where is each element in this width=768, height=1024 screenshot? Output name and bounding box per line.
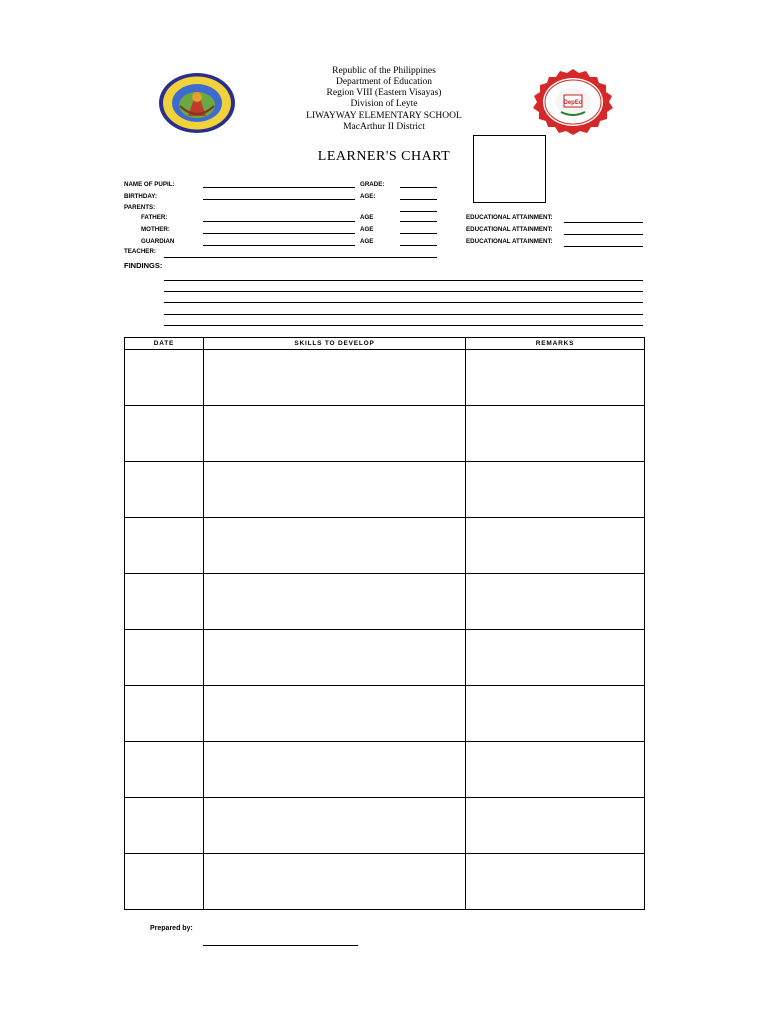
birthday-field[interactable] (203, 199, 355, 200)
remarks-cell[interactable] (466, 630, 645, 686)
findings-label: FINDINGS: (124, 261, 163, 270)
skills-cell[interactable] (204, 406, 466, 462)
guardian-edu-label: EDUCATIONAL ATTAINMENT: (466, 238, 553, 245)
deped-badge-text: DepEd (563, 100, 583, 106)
mother-edu-label: EDUCATIONAL ATTAINMENT: (466, 226, 553, 233)
remarks-cell[interactable] (466, 518, 645, 574)
remarks-cell[interactable] (466, 462, 645, 518)
date-cell[interactable] (125, 686, 204, 742)
guardian-field[interactable] (203, 245, 355, 246)
findings-line-4[interactable] (164, 314, 643, 315)
father-edu-label: EDUCATIONAL ATTAINMENT: (466, 214, 553, 221)
remarks-cell[interactable] (466, 798, 645, 854)
district-seal-logo (158, 72, 236, 134)
table-row (125, 574, 645, 630)
father-label: FATHER: (141, 214, 168, 221)
guardian-age-label: AGE (360, 238, 374, 245)
department-line: Department of Education (335, 77, 433, 87)
skills-cell[interactable] (204, 686, 466, 742)
grade-label: GRADE: (360, 181, 385, 188)
skills-cell[interactable] (204, 742, 466, 798)
parents-label: PARENTS: (124, 204, 156, 211)
findings-line-5[interactable] (164, 325, 643, 326)
division-line: Division of Leyte (350, 99, 418, 109)
table-row (125, 742, 645, 798)
father-age-field[interactable] (400, 221, 437, 222)
school-name: LIWAYWAY ELEMENTARY SCHOOL (306, 111, 462, 121)
age-label: AGE: (360, 193, 376, 200)
father-edu-field[interactable] (564, 222, 643, 223)
mother-age-field[interactable] (400, 233, 437, 234)
guardian-edu-field[interactable] (564, 246, 643, 247)
region-line: Region VIII (Eastern Visayas) (326, 88, 442, 98)
mother-edu-field[interactable] (564, 234, 643, 235)
teacher-field[interactable] (164, 257, 437, 258)
name-label: NAME OF PUPIL: (124, 181, 175, 188)
parents-extra-line (400, 211, 437, 212)
skills-header: SKILLS TO DEVELOP (204, 338, 466, 350)
prepared-by-signature-line[interactable] (203, 945, 358, 946)
remarks-cell[interactable] (466, 574, 645, 630)
findings-line-1[interactable] (164, 280, 643, 281)
date-cell[interactable] (125, 406, 204, 462)
prepared-by-label: Prepared by: (150, 925, 193, 932)
remarks-cell[interactable] (466, 406, 645, 462)
date-cell[interactable] (125, 798, 204, 854)
age-field[interactable] (400, 199, 437, 200)
skills-table (124, 337, 645, 910)
findings-line-2[interactable] (164, 291, 643, 292)
skills-cell[interactable] (204, 630, 466, 686)
mother-label: MOTHER: (141, 226, 170, 233)
table-row (125, 854, 645, 910)
table-row (125, 518, 645, 574)
photo-box[interactable] (473, 135, 546, 203)
school-seal-logo (531, 68, 615, 136)
date-cell[interactable] (125, 350, 204, 406)
table-row (125, 630, 645, 686)
date-header: DATE (125, 338, 204, 350)
remarks-cell[interactable] (466, 742, 645, 798)
table-row (125, 798, 645, 854)
father-age-label: AGE (360, 214, 374, 221)
date-cell[interactable] (125, 574, 204, 630)
name-field[interactable] (203, 187, 355, 188)
guardian-label: GUARDIAN (141, 238, 175, 245)
date-cell[interactable] (125, 518, 204, 574)
skills-cell[interactable] (204, 854, 466, 910)
page-title: LEARNER'S CHART (317, 149, 451, 164)
mother-field[interactable] (203, 233, 355, 234)
date-cell[interactable] (125, 462, 204, 518)
remarks-cell[interactable] (466, 854, 645, 910)
table-row (125, 350, 645, 406)
skills-cell[interactable] (204, 462, 466, 518)
table-row (125, 462, 645, 518)
skills-cell[interactable] (204, 798, 466, 854)
table-body (125, 350, 645, 910)
skills-cell[interactable] (204, 574, 466, 630)
findings-line-3[interactable] (164, 302, 643, 303)
date-cell[interactable] (125, 742, 204, 798)
skills-cell[interactable] (204, 518, 466, 574)
table-header-row (125, 338, 645, 350)
district-line: MacArthur II District (343, 122, 425, 132)
skills-cell[interactable] (204, 350, 466, 406)
table-row (125, 406, 645, 462)
birthday-label: BIRTHDAY: (124, 193, 157, 200)
date-cell[interactable] (125, 630, 204, 686)
date-cell[interactable] (125, 854, 204, 910)
remarks-header: REMARKS (466, 338, 645, 350)
remarks-cell[interactable] (466, 686, 645, 742)
remarks-cell[interactable] (466, 350, 645, 406)
grade-field[interactable] (400, 187, 437, 188)
father-field[interactable] (203, 221, 355, 222)
republic-line: Republic of the Philippines (332, 66, 436, 76)
guardian-age-field[interactable] (400, 245, 437, 246)
table-row (125, 686, 645, 742)
teacher-label: TEACHER: (124, 248, 156, 255)
mother-age-label: AGE (360, 226, 374, 233)
